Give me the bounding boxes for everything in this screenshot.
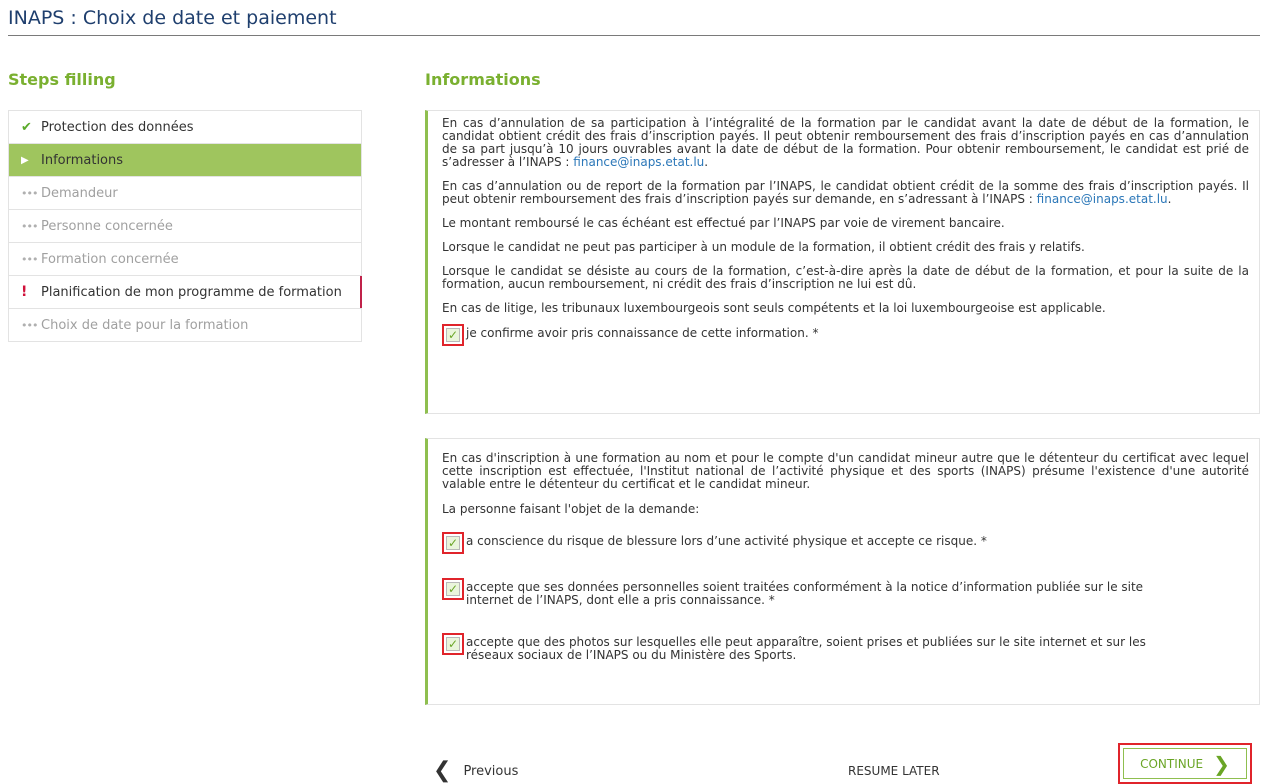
injury-risk-row — [442, 534, 1249, 554]
checkmark-icon: ✓ — [447, 536, 459, 550]
info-box-refunds — [425, 110, 1260, 414]
paragraph: En cas d’annulation de sa participation à l’intégralité de la formation par le candidat avant la date de début de la formation, le candidat obtient crédit des frais d’inscription payés. Il peut obtenir remboursement des frais d’inscription payés en cas d’annulation de sa part jusqu’à 10 jours ouvrables avant la date de début de la formation. Pour obtenir remboursement, le candidat est prié de s’adresser à l’INAPS : finance@inaps.etat.lu. — [442, 116, 1249, 169]
photos-consent-label: accepte que des photos sur lesquelles elle peut apparaître, soient prises et publiées sur le site internet et sur les réseaux sociaux de l’INAPS ou du Ministère des Sports. — [466, 635, 1146, 662]
step-label: Informations — [41, 152, 124, 168]
step-label: Protection des données — [41, 119, 194, 135]
step-label: Choix de date pour la formation — [41, 317, 249, 333]
personal-data-checkbox[interactable] — [442, 578, 464, 600]
confirm-info-label: je confirme avoir pris connaissance de cette information. * — [466, 326, 819, 340]
step-protection-des-donnees[interactable] — [9, 111, 361, 144]
dots-icon: ••• — [21, 318, 38, 332]
checkmark-icon: ✓ — [447, 637, 459, 651]
chevron-left-icon: ❮ — [433, 758, 452, 783]
paragraph: Lorsque le candidat se désiste au cours de la formation, c’est-à-dire après la date de début de la formation, et pour la suite de la formation, aucun remboursement, ni crédit des frais d’inscription ne lui est dû. — [442, 264, 1249, 291]
steps-list — [8, 110, 362, 342]
exclamation-icon: ! — [21, 284, 28, 300]
step-choix-de-date — [9, 309, 361, 342]
step-demandeur — [9, 177, 361, 210]
confirm-info-checkbox[interactable] — [442, 324, 464, 346]
dots-icon: ••• — [21, 252, 38, 266]
page-title: INAPS : Choix de date et paiement — [8, 7, 337, 29]
photos-consent-row — [442, 635, 1249, 662]
paragraph: En cas d’annulation ou de report de la formation par l’INAPS, le candidat obtient crédit de la somme des frais d’inscription payés. Il peut obtenir remboursement des frais d’inscription payés sur demande, en s’adressant à l’INAPS : finance@inaps.etat.lu. — [442, 179, 1249, 206]
continue-label: CONTINUE — [1140, 756, 1204, 771]
finance-email-link[interactable]: finance@inaps.etat.lu — [573, 155, 705, 169]
previous-label: Previous — [463, 763, 519, 779]
finance-email-link[interactable]: finance@inaps.etat.lu — [1036, 192, 1168, 206]
step-label: Demandeur — [41, 185, 118, 201]
steps-heading: Steps filling — [8, 70, 116, 89]
step-formation-concernee — [9, 243, 361, 276]
paragraph: Le montant remboursé le cas échéant est effectué par l’INAPS par voie de virement bancaire. — [442, 216, 1005, 230]
confirm-info-row — [442, 326, 1249, 346]
personal-data-row — [442, 580, 1249, 607]
info-box-minor — [425, 438, 1260, 705]
previous-button[interactable] — [433, 760, 518, 782]
injury-risk-label: a conscience du risque de blessure lors d’une activité physique et accepte ce risque. * — [466, 534, 987, 548]
checkmark-icon: ✓ — [447, 582, 459, 596]
continue-button-highlight — [1118, 743, 1252, 784]
main-heading: Informations — [425, 70, 541, 89]
paragraph: La personne faisant l'objet de la demande: — [442, 502, 700, 516]
paragraph: En cas de litige, les tribunaux luxembourgeois sont seuls compétents et la loi luxembourgeoise est applicable. — [442, 301, 1106, 315]
step-label: Personne concernée — [41, 218, 173, 234]
photos-consent-checkbox[interactable] — [442, 633, 464, 655]
step-planification[interactable] — [9, 276, 361, 309]
paragraph: Lorsque le candidat ne peut pas participer à un module de la formation, il obtient crédit des frais y relatifs. — [442, 240, 1085, 254]
personal-data-label: accepte que ses données personnelles soient traitées conformément à la notice d’information publiée sur le site internet de l’INAPS, dont elle a pris connaissance. * — [466, 580, 1144, 607]
page-header — [8, 6, 1260, 36]
injury-risk-checkbox[interactable] — [442, 532, 464, 554]
step-informations[interactable] — [9, 144, 361, 177]
resume-later-button[interactable]: RESUME LATER — [848, 764, 940, 778]
triangle-right-icon: ▶ — [21, 154, 29, 166]
step-label: Formation concernée — [41, 251, 179, 267]
chevron-right-icon: ❯ — [1213, 751, 1230, 776]
checkmark-icon: ✓ — [447, 328, 459, 342]
check-icon: ✔ — [21, 119, 32, 135]
step-personne-concernee — [9, 210, 361, 243]
step-label: Planification de mon programme de formation — [41, 284, 342, 300]
dots-icon: ••• — [21, 219, 38, 233]
paragraph: En cas d'inscription à une formation au nom et pour le compte d'un candidat mineur autre que le détenteur du certificat avec lequel cette inscription est effectuée, l'Institut national de l’activité physique et des sports (INAPS) présume l'existence d'une autorité valable entre le détenteur du certificat et le candidat mineur. — [442, 451, 1249, 491]
dots-icon: ••• — [21, 186, 38, 200]
continue-button[interactable] — [1123, 748, 1247, 779]
